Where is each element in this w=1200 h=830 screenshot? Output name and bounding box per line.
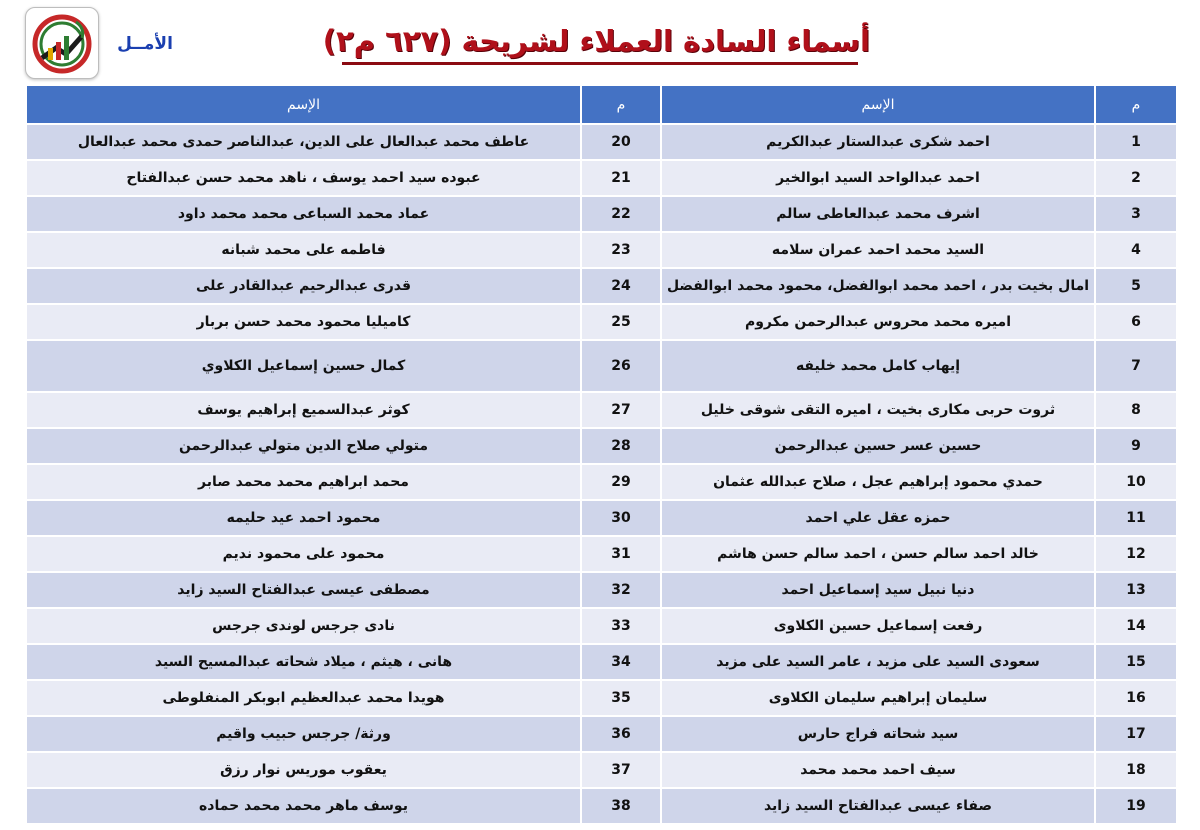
row-number-cell: 22 bbox=[581, 196, 661, 232]
row-number-cell: 33 bbox=[581, 608, 661, 644]
customer-name-cell: محمود احمد عيد حليمه bbox=[26, 500, 581, 536]
customer-name-cell: كمال حسين إسماعيل الكلاوي bbox=[26, 340, 581, 392]
row-number-cell: 25 bbox=[581, 304, 661, 340]
row-number-cell: 10 bbox=[1095, 464, 1177, 500]
table-row bbox=[26, 536, 1177, 572]
customer-name-cell: ثروت حربى مكارى بخيت ، اميره التقى شوقى خليل bbox=[661, 392, 1095, 428]
table-row bbox=[26, 788, 1177, 824]
customer-name-cell: دنيا نبيل سيد إسماعيل احمد bbox=[661, 572, 1095, 608]
row-number-cell: 12 bbox=[1095, 536, 1177, 572]
table-row bbox=[26, 500, 1177, 536]
customer-name-cell: رفعت إسماعيل حسين الكلاوى bbox=[661, 608, 1095, 644]
customer-name-cell: يعقوب موريس نوار رزق bbox=[26, 752, 581, 788]
customer-name-cell: سعودى السيد على مزيد ، عامر السيد على مزيد bbox=[661, 644, 1095, 680]
customer-name-cell: كوثر عبدالسميع إبراهيم يوسف bbox=[26, 392, 581, 428]
customer-name-cell: اشرف محمد عبدالعاطى سالم bbox=[661, 196, 1095, 232]
customer-name-cell: هويدا محمد عبدالعظيم ابوبكر المنفلوطى bbox=[26, 680, 581, 716]
row-number-cell: 9 bbox=[1095, 428, 1177, 464]
row-number-cell: 37 bbox=[581, 752, 661, 788]
table-row bbox=[26, 572, 1177, 608]
table-header-row bbox=[26, 85, 1177, 124]
table-row bbox=[26, 268, 1177, 304]
title-underline bbox=[342, 62, 858, 65]
customer-name-cell: امال بخيت بدر ، احمد محمد ابوالفضل، محمود محمد ابوالفضل bbox=[661, 268, 1095, 304]
customer-name-cell: قدرى عبدالرحيم عبدالقادر على bbox=[26, 268, 581, 304]
customer-name-cell: سيف احمد محمد محمد bbox=[661, 752, 1095, 788]
customer-name-cell: عاطف محمد عبدالعال على الدين، عبدالناصر حمدى محمد عبدالعال bbox=[26, 124, 581, 160]
logo-emblem-icon bbox=[26, 8, 98, 78]
row-number-cell: 4 bbox=[1095, 232, 1177, 268]
table-row bbox=[26, 644, 1177, 680]
row-number-cell: 21 bbox=[581, 160, 661, 196]
row-number-cell: 30 bbox=[581, 500, 661, 536]
customer-name-cell: كاميليا محمود محمد حسن بربار bbox=[26, 304, 581, 340]
table-row bbox=[26, 160, 1177, 196]
customer-name-cell: اميره محمد محروس عبدالرحمن مكروم bbox=[661, 304, 1095, 340]
row-number-cell: 29 bbox=[581, 464, 661, 500]
customer-name-cell: سيد شحاته فراج حارس bbox=[661, 716, 1095, 752]
row-number-cell: 36 bbox=[581, 716, 661, 752]
table-row bbox=[26, 304, 1177, 340]
customer-name-cell: متولي صلاح الدين متولي عبدالرحمن bbox=[26, 428, 581, 464]
row-number-cell: 34 bbox=[581, 644, 661, 680]
customer-name-cell: عبوده سيد احمد يوسف ، ناهد محمد حسن عبدالفتاح bbox=[26, 160, 581, 196]
row-number-cell: 32 bbox=[581, 572, 661, 608]
row-number-cell: 31 bbox=[581, 536, 661, 572]
customer-name-cell: خالد احمد سالم حسن ، احمد سالم حسن هاشم bbox=[661, 536, 1095, 572]
row-number-cell: 8 bbox=[1095, 392, 1177, 428]
customer-name-cell: حمزه عقل علي احمد bbox=[661, 500, 1095, 536]
row-number-cell: 26 bbox=[581, 340, 661, 392]
customer-name-cell: حسين عسر حسين عبدالرحمن bbox=[661, 428, 1095, 464]
column-header-num: م bbox=[581, 85, 661, 124]
column-header-name: الإسم bbox=[26, 85, 581, 124]
column-header-num: م bbox=[1095, 85, 1177, 124]
row-number-cell: 17 bbox=[1095, 716, 1177, 752]
row-number-cell: 24 bbox=[581, 268, 661, 304]
row-number-cell: 35 bbox=[581, 680, 661, 716]
row-number-cell: 23 bbox=[581, 232, 661, 268]
row-number-cell: 6 bbox=[1095, 304, 1177, 340]
customer-name-cell: حمدي محمود إبراهيم عجل ، صلاح عبدالله عثمان bbox=[661, 464, 1095, 500]
row-number-cell: 28 bbox=[581, 428, 661, 464]
table-row bbox=[26, 608, 1177, 644]
row-number-cell: 20 bbox=[581, 124, 661, 160]
table-row bbox=[26, 752, 1177, 788]
customer-name-cell: فاطمه على محمد شبانه bbox=[26, 232, 581, 268]
row-number-cell: 13 bbox=[1095, 572, 1177, 608]
brand-name: الأمــل bbox=[117, 34, 173, 54]
table-row bbox=[26, 464, 1177, 500]
row-number-cell: 2 bbox=[1095, 160, 1177, 196]
row-number-cell: 19 bbox=[1095, 788, 1177, 824]
page-title: أسماء السادة العملاء لشريحة (٦٢٧ م٢) bbox=[322, 24, 870, 58]
customer-name-cell: عماد محمد السباعى محمد محمد داود bbox=[26, 196, 581, 232]
row-number-cell: 7 bbox=[1095, 340, 1177, 392]
table-row bbox=[26, 340, 1177, 392]
table-row bbox=[26, 428, 1177, 464]
customer-name-cell: محمود على محمود نديم bbox=[26, 536, 581, 572]
customer-name-cell: هانى ، هيثم ، ميلاد شحاته عبدالمسيح السيد bbox=[26, 644, 581, 680]
company-logo bbox=[25, 7, 99, 79]
table-row bbox=[26, 232, 1177, 268]
customer-name-cell: احمد عبدالواحد السيد ابوالخير bbox=[661, 160, 1095, 196]
customer-name-cell: نادى جرجس لوندى جرجس bbox=[26, 608, 581, 644]
row-number-cell: 5 bbox=[1095, 268, 1177, 304]
table-row bbox=[26, 680, 1177, 716]
row-number-cell: 14 bbox=[1095, 608, 1177, 644]
column-header-name: الإسم bbox=[661, 85, 1095, 124]
customer-name-cell: يوسف ماهر محمد محمد حماده bbox=[26, 788, 581, 824]
table-row bbox=[26, 196, 1177, 232]
row-number-cell: 38 bbox=[581, 788, 661, 824]
customer-name-cell: إيهاب كامل محمد خليفه bbox=[661, 340, 1095, 392]
row-number-cell: 15 bbox=[1095, 644, 1177, 680]
customer-name-cell: السيد محمد احمد عمران سلامه bbox=[661, 232, 1095, 268]
customer-name-cell: ورثة/ جرجس حبيب واقيم bbox=[26, 716, 581, 752]
customer-name-cell: مصطفى عيسى عبدالفتاح السيد زايد bbox=[26, 572, 581, 608]
customer-name-cell: سليمان إبراهيم سليمان الكلاوى bbox=[661, 680, 1095, 716]
row-number-cell: 27 bbox=[581, 392, 661, 428]
row-number-cell: 18 bbox=[1095, 752, 1177, 788]
customer-name-cell: محمد ابراهيم محمد محمد صابر bbox=[26, 464, 581, 500]
row-number-cell: 1 bbox=[1095, 124, 1177, 160]
customers-table bbox=[25, 84, 1178, 825]
row-number-cell: 16 bbox=[1095, 680, 1177, 716]
table-row bbox=[26, 716, 1177, 752]
row-number-cell: 3 bbox=[1095, 196, 1177, 232]
customer-name-cell: احمد شكرى عبدالستار عبدالكريم bbox=[661, 124, 1095, 160]
table-row bbox=[26, 392, 1177, 428]
table-row bbox=[26, 124, 1177, 160]
customer-name-cell: صفاء عيسى عبدالفتاح السيد زايد bbox=[661, 788, 1095, 824]
row-number-cell: 11 bbox=[1095, 500, 1177, 536]
